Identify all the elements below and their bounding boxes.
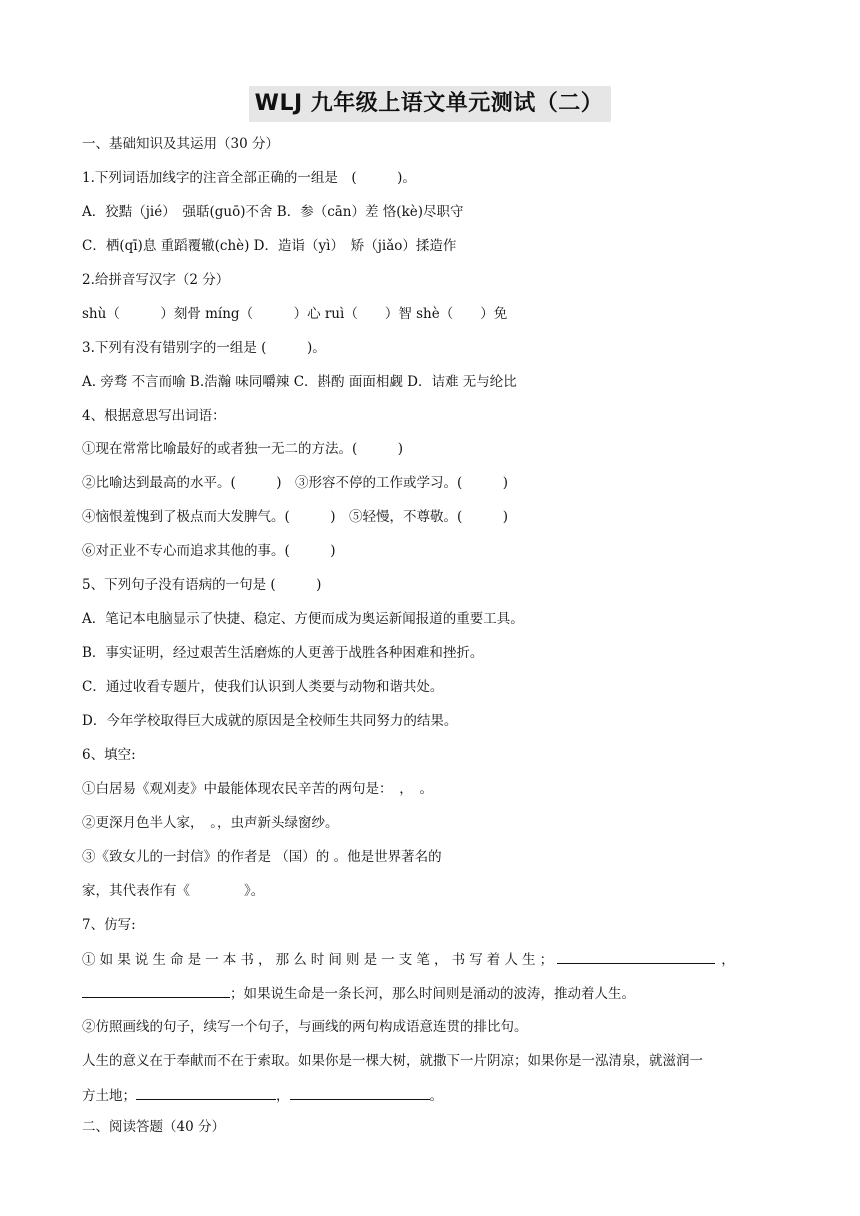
q6-stem: 6、填空:	[82, 747, 136, 763]
q4-item-4: ⑥对正业不专心而追求其他的事。( )	[82, 543, 336, 559]
q7-item-1-line-2	[82, 983, 635, 1004]
q7-item-2-prefix: 方土地；	[82, 1088, 136, 1104]
page-title: WLJ 九年级上语文单元测试（二）	[249, 86, 612, 122]
q5-stem: 5、下列句子没有语病的一句是 ( )	[82, 577, 322, 593]
q1-stem: 1.下列词语加线字的注音全部正确的一组是 ( )。	[82, 170, 416, 186]
section-2-heading: 二、阅读答题（40 分）	[82, 1119, 225, 1135]
q1-options-row-2: C．栖(qī)息 重蹈覆辙(chè) D．造诣（yì） 矫（jiǎo）揉造作	[82, 238, 457, 254]
q5-option-b: B．事实证明，经过艰苦生活磨炼的人更善于战胜各种困难和挫折。	[82, 645, 484, 661]
q7-item-1-comma: ，	[721, 952, 735, 968]
q7-item-2-comma: ，	[276, 1088, 290, 1104]
q7-item-1-tail: ；如果说生命是一条长河，那么时间则是涌动的波涛，推动着人生。	[230, 986, 635, 1002]
q3-stem: 3.下列有没有错别字的一组是 ( )。	[82, 340, 326, 356]
q5-option-c: C．通过收看专题片，使我们认识到人类要与动物和谐共处。	[82, 679, 444, 695]
q7-answer-blank-4[interactable]	[290, 1085, 430, 1100]
q5-option-a: A．笔记本电脑显示了快捷、稳定、方便而成为奥运新闻报道的重要工具。	[82, 611, 524, 627]
q4-item-2: ②比喻达到最高的水平。( ) ③形容不停的工作或学习。( )	[82, 475, 509, 491]
q2-stem: 2.给拼音写汉字（2 分）	[82, 272, 230, 288]
q7-answer-blank-1[interactable]	[557, 949, 715, 964]
q7-item-2-answer-line	[82, 1085, 443, 1106]
q7-answer-blank-2[interactable]	[82, 983, 230, 998]
q7-item-2-period: 。	[429, 1088, 443, 1104]
section-1-heading: 一、基础知识及其运用（30 分）	[82, 136, 279, 152]
q3-options-row: A. 旁骛 不言而喻 B.浩瀚 味同嚼辣 C．斟酌 面面相觑 D．诘难 无与纶比	[82, 374, 517, 390]
q6-item-4: 家，其代表作有《 》。	[82, 883, 265, 899]
q6-item-1: ①白居易《观刈麦》中最能体现农民辛苦的两句是： ， 。	[82, 781, 433, 797]
q4-stem: 4、根据意思写出词语：	[82, 408, 226, 424]
q7-item-2-text: 人生的意义在于奉献而不在于索取。如果你是一棵大树，就撒下一片阴凉；如果你是一泓清泉，就滋润一	[82, 1053, 703, 1069]
q1-options-row-1: A．狡黠（jié） 强聒(guō)不舍 B．参（cān）差 恪(kè)尽职守	[82, 204, 464, 220]
q6-item-3: ③《致女儿的一封信》的作者是 （国）的 。他是世界著名的	[82, 849, 442, 865]
q7-answer-blank-3[interactable]	[136, 1085, 276, 1100]
q7-item-1-line-1	[82, 949, 778, 970]
q4-item-3: ④恼恨羞愧到了极点而大发脾气。( ) ⑤轻慢，不尊敬。( )	[82, 509, 509, 525]
title-wrap	[0, 86, 860, 122]
q7-stem: 7、仿写:	[82, 917, 136, 933]
q5-option-d: D．今年学校取得巨大成就的原因是全校师生共同努力的结果。	[82, 713, 458, 729]
q2-pinyin-row: shù（ ）刻骨 míng（ ）心 ruì（ ）智 shè（ ）免	[82, 306, 508, 322]
q7-item-2-stem: ②仿照画线的句子，续写一个句子，与画线的两句构成语意连贯的排比句。	[82, 1019, 528, 1035]
q4-item-1: ①现在常常比喻最好的或者独一无二的方法。( )	[82, 441, 404, 457]
q7-item-1-text: ①如果说生命是一本书，那么时间则是一支笔，书写着人生；	[82, 952, 558, 968]
q6-item-2: ②更深月色半人家， 。，虫声新头绿窗纱。	[82, 815, 339, 831]
